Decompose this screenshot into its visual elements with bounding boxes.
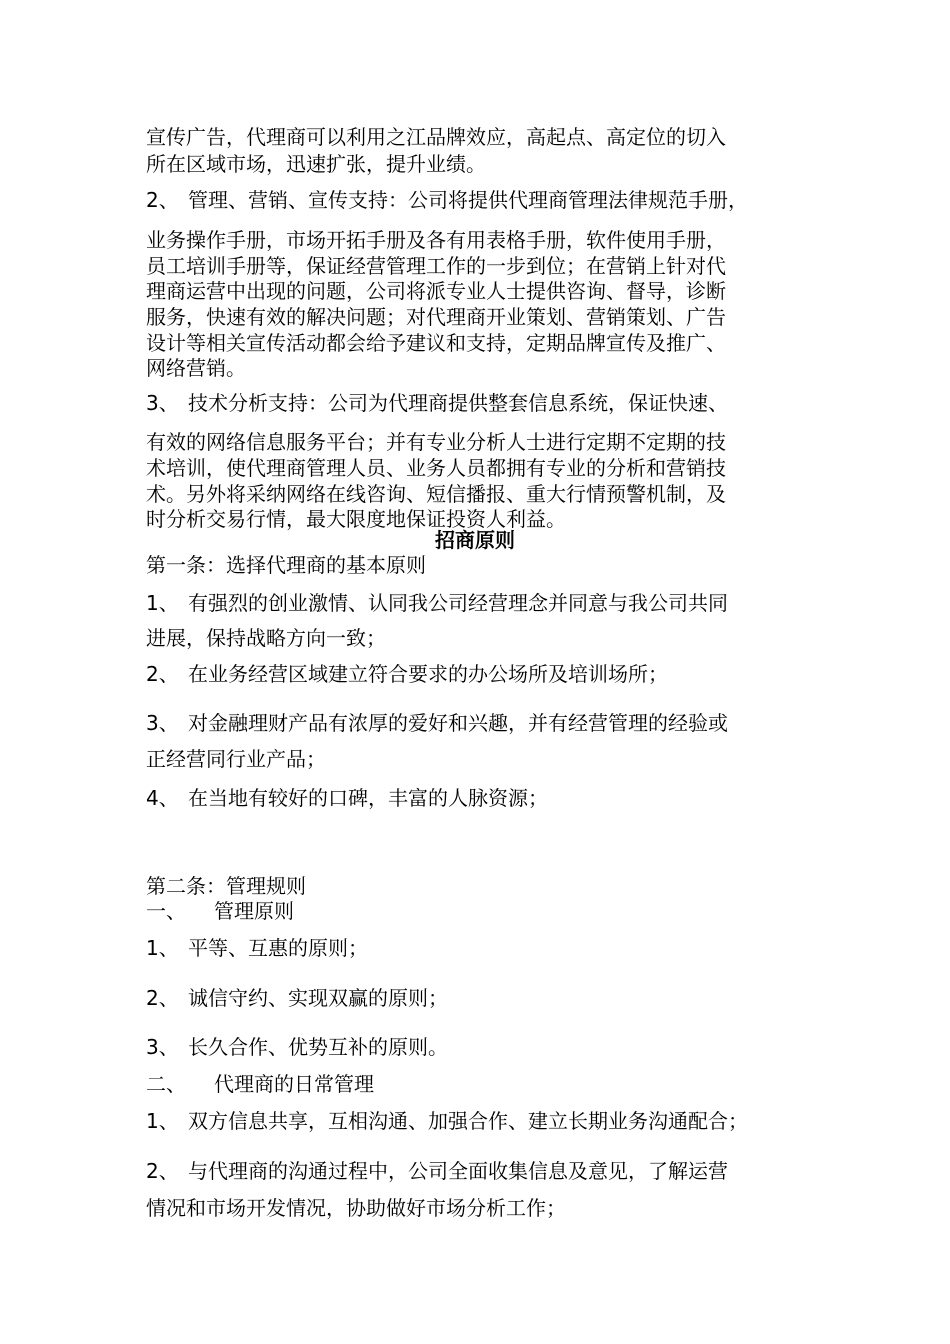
subsection-number: 二、 (146, 1072, 186, 1096)
list-item (146, 661, 668, 687)
list-item (146, 187, 748, 213)
item-number: 3、 (146, 711, 179, 735)
paragraph-line: 业务操作手册，市场开拓手册及各有用表格手册，软件使用手册， (146, 228, 726, 252)
subsection-number: 一、 (146, 899, 186, 923)
item-text: 诚信守约、实现双赢的原则； (188, 986, 448, 1010)
paragraph-line: 有效的网络信息服务平台；并有专业分析人士进行定期不定期的技 (146, 430, 726, 454)
list-item (146, 1158, 728, 1184)
paragraph-line: 理商运营中出现的问题，公司将派专业人士提供咨询、督导，诊断 (146, 279, 726, 303)
list-item (146, 710, 728, 736)
paragraph-line: 所在区域市场，迅速扩张，提升业绩。 (146, 152, 486, 176)
list-item (146, 935, 368, 961)
article-heading: 第一条：选择代理商的基本原则 (146, 553, 426, 577)
paragraph-line: 服务，快速有效的解决问题；对代理商开业策划、营销策划、广告 (146, 305, 726, 329)
subsection-heading (146, 898, 294, 924)
subsection-title: 代理商的日常管理 (214, 1072, 374, 1096)
paragraph-line: 术。另外将采纳网络在线咨询、短信播报、重大行情预警机制，及 (146, 482, 726, 506)
item-text: 平等、互惠的原则； (188, 936, 368, 960)
item-continuation: 进展，保持战略方向一致； (146, 626, 386, 650)
item-number: 2、 (146, 1159, 179, 1183)
list-item (146, 785, 548, 811)
item-continuation: 正经营同行业产品； (146, 747, 326, 771)
item-number: 1、 (146, 1109, 179, 1133)
item-text: 管理、营销、宣传支持：公司将提供代理商管理法律规范手册， (188, 188, 748, 212)
item-number: 1、 (146, 936, 179, 960)
section-title: 招商原则 (435, 528, 515, 552)
paragraph-line: 宣传广告，代理商可以利用之江品牌效应，高起点、高定位的切入 (146, 125, 726, 149)
item-number: 3、 (146, 391, 179, 415)
list-item (146, 1108, 748, 1134)
subsection-title: 管理原则 (214, 899, 294, 923)
item-text: 与代理商的沟通过程中，公司全面收集信息及意见，了解运营 (188, 1159, 728, 1183)
item-continuation: 情况和市场开发情况，协助做好市场分析工作； (146, 1196, 566, 1220)
item-text: 双方信息共享，互相沟通、加强合作、建立长期业务沟通配合； (188, 1109, 748, 1133)
list-item (146, 590, 728, 616)
list-item (146, 985, 448, 1011)
item-text: 在当地有较好的口碑，丰富的人脉资源； (188, 786, 548, 810)
paragraph-line: 员工培训手册等，保证经营管理工作的一步到位；在营销上针对代 (146, 254, 726, 278)
item-text: 长久合作、优势互补的原则。 (188, 1035, 448, 1059)
item-number: 2、 (146, 662, 179, 686)
subsection-heading (146, 1071, 374, 1097)
item-number: 1、 (146, 591, 179, 615)
item-number: 2、 (146, 986, 179, 1010)
item-number: 3、 (146, 1035, 179, 1059)
list-item (146, 390, 728, 416)
article-heading: 第二条：管理规则 (146, 874, 306, 898)
item-text: 有强烈的创业激情、认同我公司经营理念并同意与我公司共同 (188, 591, 728, 615)
paragraph-line: 时分析交易行情，最大限度地保证投资人利益。 (146, 507, 566, 531)
item-text: 技术分析支持：公司为代理商提供整套信息系统，保证快速、 (188, 391, 728, 415)
item-number: 4、 (146, 786, 179, 810)
paragraph-line: 设计等相关宣传活动都会给予建议和支持，定期品牌宣传及推广、 (146, 331, 726, 355)
item-text: 在业务经营区域建立符合要求的办公场所及培训场所； (188, 662, 668, 686)
list-item (146, 1034, 448, 1060)
item-number: 2、 (146, 188, 179, 212)
paragraph-line: 网络营销。 (146, 356, 246, 380)
item-text: 对金融理财产品有浓厚的爱好和兴趣，并有经营管理的经验或 (188, 711, 728, 735)
paragraph-line: 术培训，使代理商管理人员、业务人员都拥有专业的分析和营销技 (146, 456, 726, 480)
